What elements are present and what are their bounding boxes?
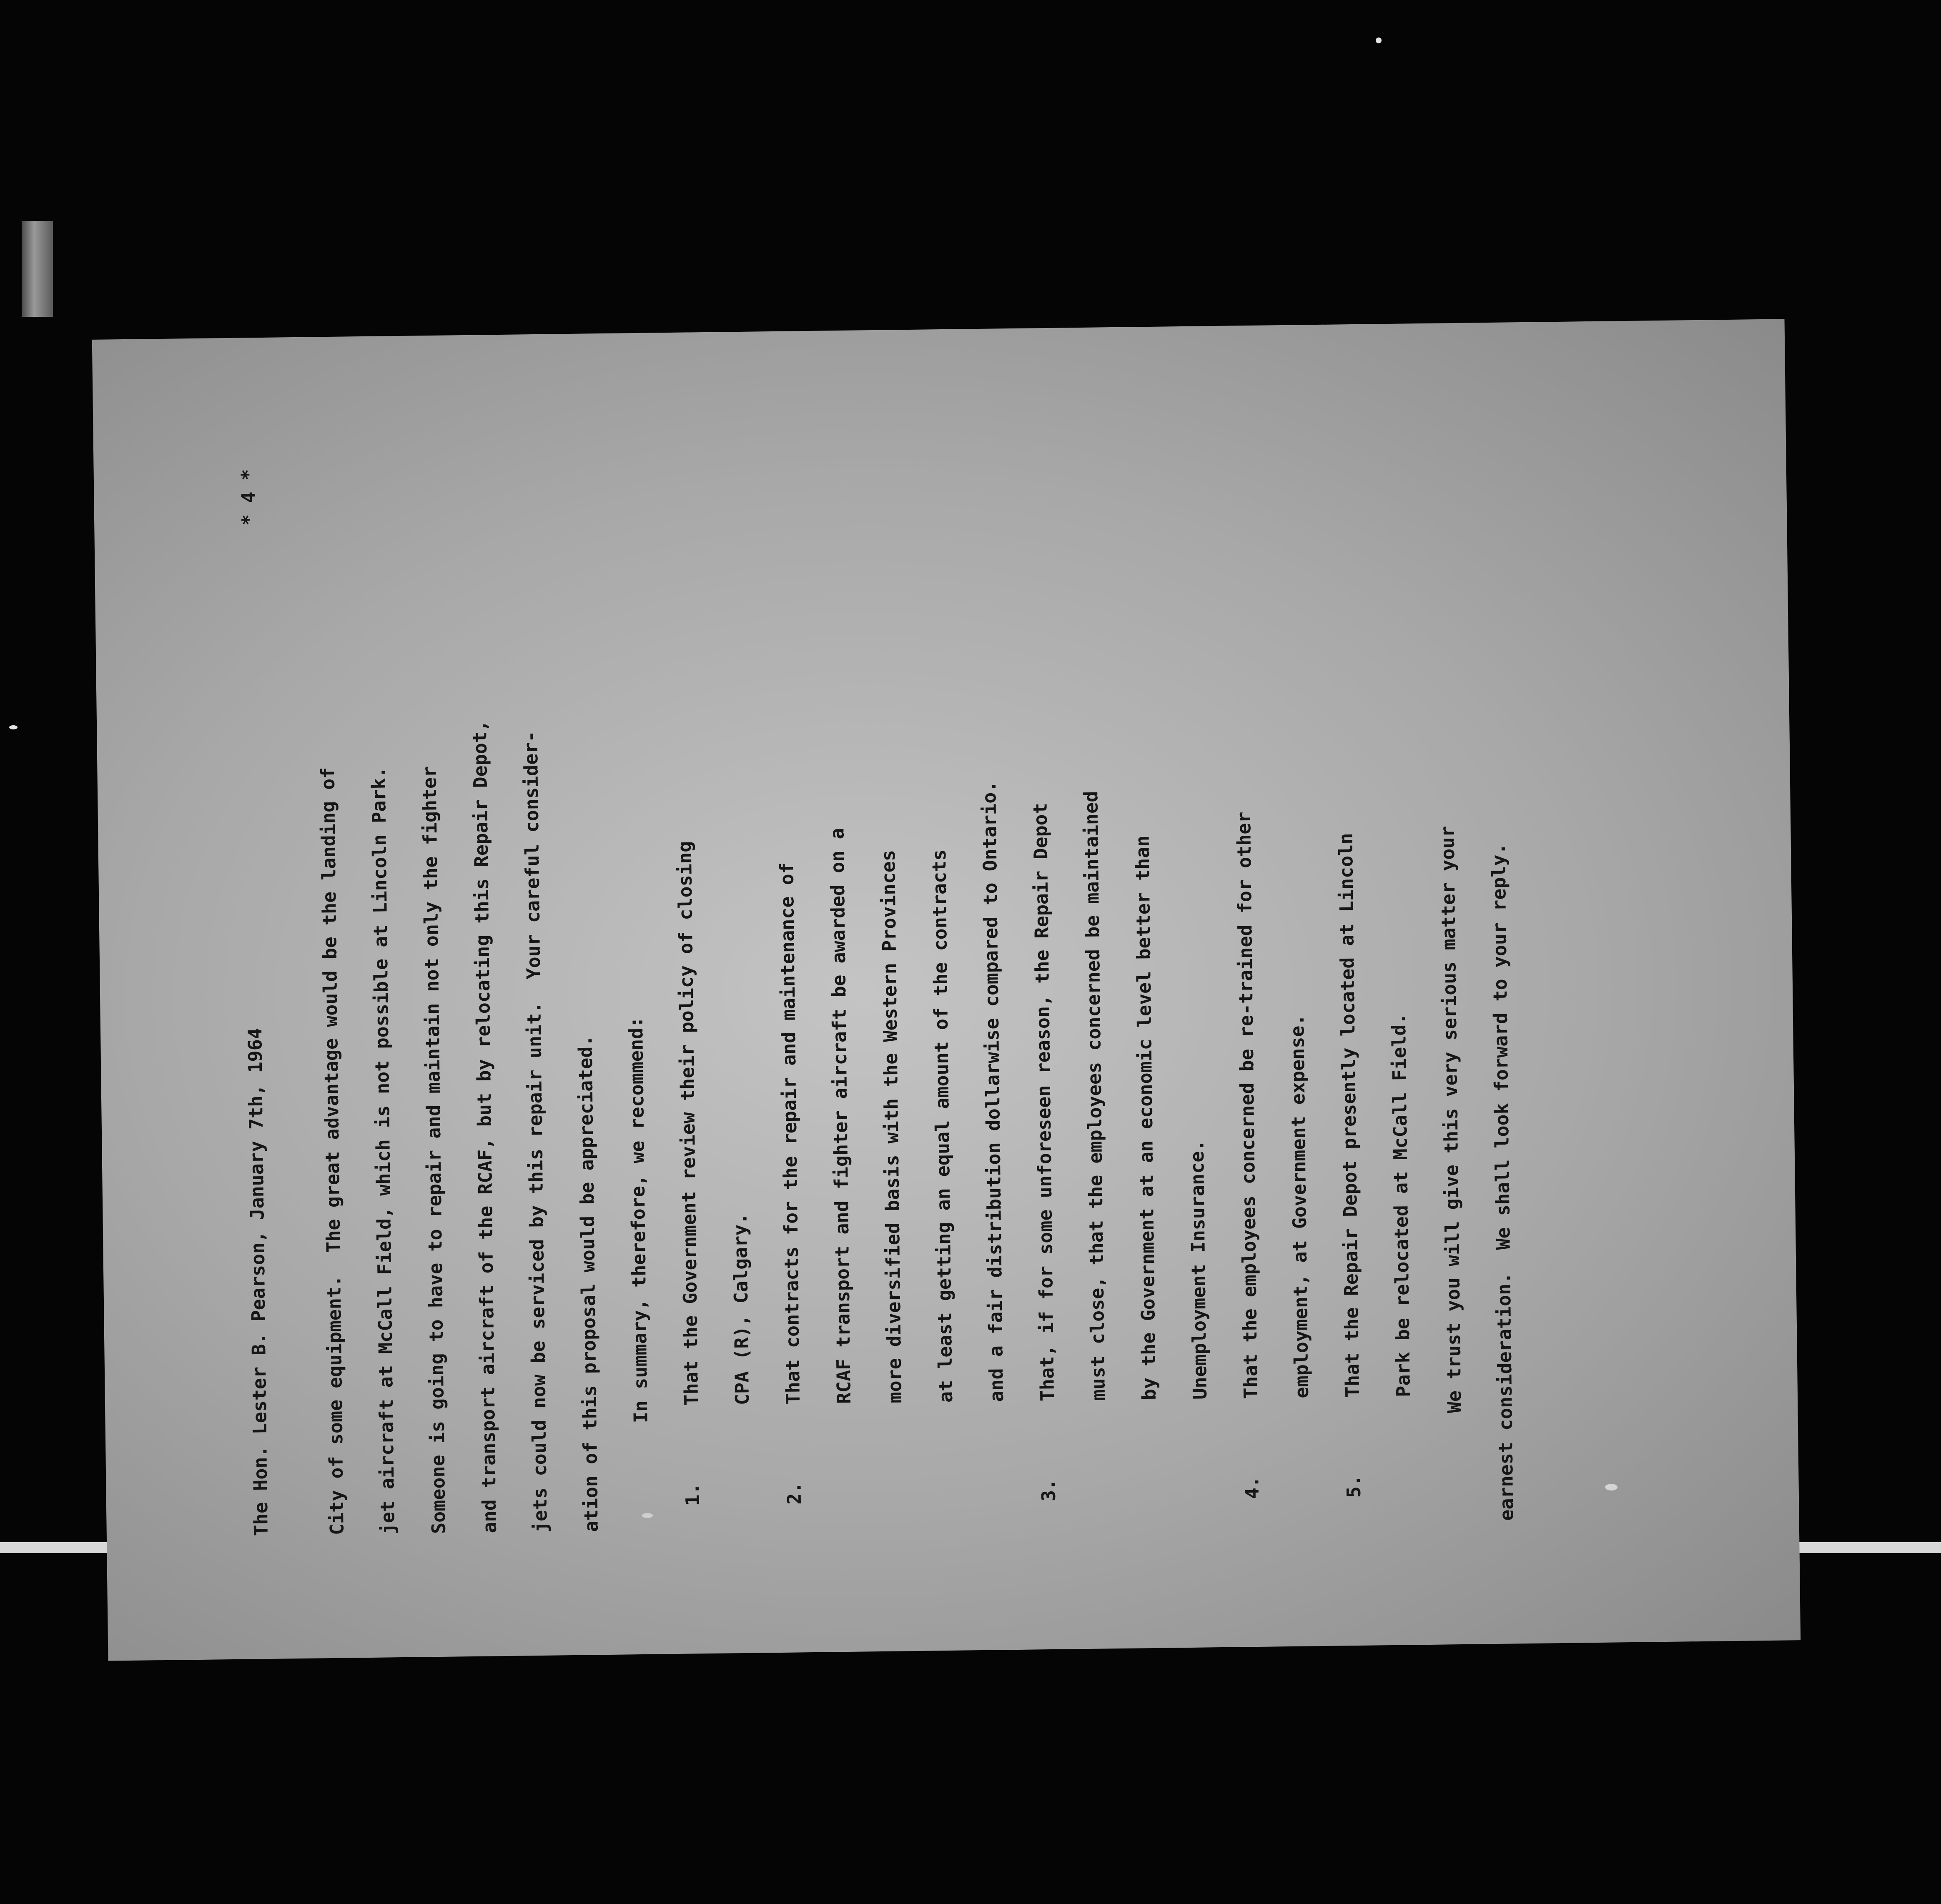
paragraph-line: City of some equipment. The great advantage would be the landing of [316, 767, 348, 1536]
recommendation-line: That, if for some unforeseen reason, the Repair Depot [1029, 802, 1059, 1402]
recommendation-line: That the employees concerned be re-trained for other [1232, 812, 1262, 1399]
film-speck [1376, 38, 1382, 43]
typed-letter-page [92, 319, 1801, 1661]
recommendation-number: 5. [1342, 1475, 1365, 1498]
addressee-line: The Hon. Lester B. Pearson, January 7th, 1964 [243, 1027, 272, 1536]
paragraph-line: and transport aircraft of the RCAF, but by relocating this Repair Depot, [469, 720, 501, 1533]
recommendation-number: 3. [1037, 1478, 1060, 1502]
recommendation-line: employment, at Government expense. [1286, 1014, 1313, 1398]
rotated-page-content [159, 363, 1733, 1616]
film-speck [9, 725, 18, 729]
recommendation-number: 1. [681, 1483, 704, 1506]
recommendation-line: more diversified basis with the Western Provinces [877, 849, 906, 1403]
paragraph-line: jets could now be serviced by this repair unit. Your careful consider- [519, 731, 552, 1533]
recommendation-number: 2. [783, 1482, 806, 1505]
film-speck [1605, 1484, 1618, 1491]
recommendation-line: Park be relocated at McCall Field. [1387, 1013, 1415, 1398]
recommendation-line: RCAF transport and fighter aircraft be awarded on a [826, 828, 855, 1404]
recommendation-line: That the Government review their policy of closing [673, 841, 703, 1406]
recommendation-line: by the Government at an economic level better than [1131, 835, 1161, 1400]
closing-line: earnest consideration. We shall look forward to your reply. [1487, 843, 1518, 1521]
film-speck [642, 1513, 653, 1518]
recommendation-line: must close, that the employees concerned be maintained [1080, 791, 1110, 1401]
closing-line: We trust you will give this very serious matter your [1436, 826, 1466, 1413]
paragraph-line: Someone is going to have to repair and maintain not only the fighter [418, 766, 450, 1534]
recommendation-line: That the Repair Depot presently located at Lincoln [1334, 833, 1364, 1398]
recommendation-line: Unemployment Insurance. [1186, 1140, 1211, 1400]
summary-intro: In summary, therefore, we recommend: [624, 1016, 652, 1423]
recommendation-line: That contracts for the repair and maintenance of [775, 862, 805, 1405]
letter-body [222, 395, 1532, 1536]
recommendation-line: at least getting an equal amount of the contracts [928, 849, 957, 1403]
page-number: * 4 * [237, 469, 260, 526]
recommendation-line: and a fair distribution dollarwise compared to Ontario. [978, 781, 1008, 1402]
film-edge-strip [22, 221, 53, 317]
paragraph-line: ation of this proposal would be appreciated. [574, 1035, 602, 1532]
recommendation-line: CPA (R), Calgary. [729, 1213, 754, 1405]
paragraph-line: jet aircraft at McCall Field, which is not possible at Lincoln Park. [367, 766, 399, 1535]
recommendation-number: 4. [1241, 1476, 1263, 1499]
